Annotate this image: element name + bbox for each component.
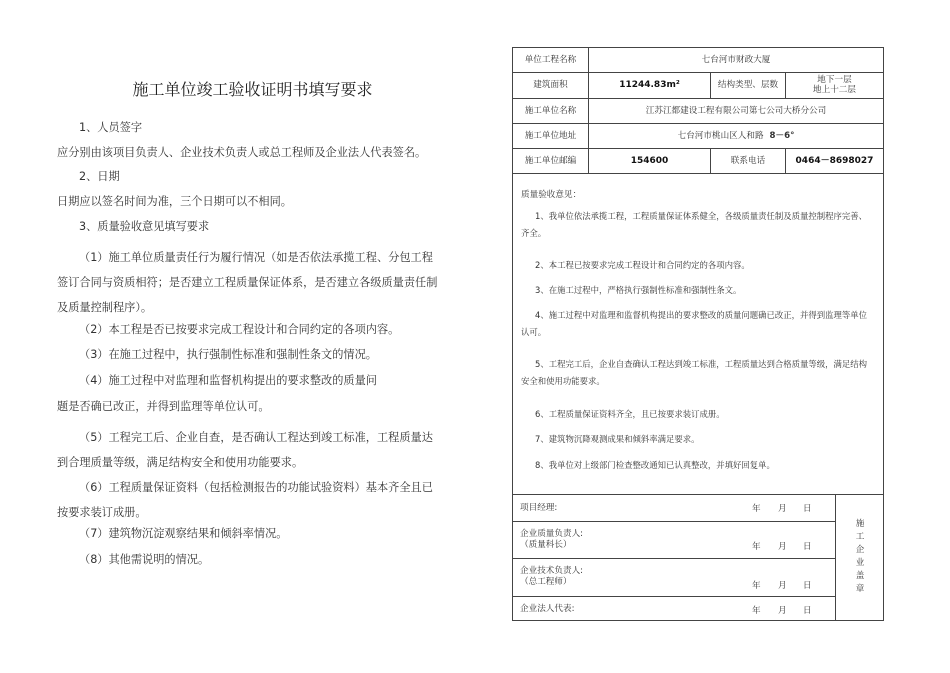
seal-text [836, 518, 884, 596]
day-label: 日 [803, 606, 812, 616]
opinion-item-2: 2、本工程已按要求完成工程设计和合同约定的各项内容。 [535, 260, 750, 270]
completion-certificate-form [512, 47, 884, 621]
requirement-item-6: （6）工程质量保证资料（包括检测报告的功能试验资料）基本齐全且已按要求装订成册。 [57, 481, 433, 519]
address-label: 施工单位地址 [524, 130, 577, 141]
address-text: 七台河市桃山区人和路 [677, 130, 764, 141]
tech-label [520, 566, 583, 588]
contractor-label: 施工单位名称 [524, 105, 577, 116]
postcode-value: 154600 [588, 148, 710, 173]
signature-row-manager [513, 494, 835, 522]
day-label: 日 [803, 581, 812, 591]
area-value: 11244.83m² [588, 72, 710, 98]
contractor-value: 江苏江都建设工程有限公司第七公司大桥分公司 [588, 98, 883, 123]
requirement-item-1: （1）施工单位质量责任行为履行情况（如是否依法承揽工程、分包工程签订合同与资质相符；是否建立工程质量保证体系，是否建立各级质量责任制及质量控制程序）。 [57, 251, 438, 314]
year-label: 年 [752, 542, 761, 552]
floors-value [785, 72, 883, 98]
year-label: 年 [752, 606, 761, 616]
signature-row-tech [513, 558, 835, 597]
area-row [513, 72, 883, 99]
requirement-item-4b: 题是否确已改正，并得到监理等单位认可。 [57, 400, 270, 413]
project-name-label: 单位工程名称 [524, 55, 577, 65]
phone-label: 联系电话 [710, 148, 785, 173]
section-1-heading: 1、人员签字 [79, 121, 143, 134]
project-name-value: 七台河市财政大厦 [588, 48, 883, 72]
quality-label-line1: 企业质量负责人: [520, 529, 584, 539]
quality-label [520, 529, 583, 551]
quality-label-line2: （质量科长） [520, 540, 572, 550]
seal-char: 业 [855, 558, 865, 568]
postcode-row [513, 148, 883, 174]
project-name-row [513, 48, 883, 73]
postcode-label: 施工单位邮编 [524, 155, 577, 166]
phone-value: 0464－8698027 [785, 148, 883, 173]
day-label: 日 [803, 542, 812, 552]
section-2-heading: 2、日期 [79, 170, 120, 183]
section-1-text: 应分别由该项目负责人、企业技术负责人或总工程师及企业法人代表签名。 [57, 146, 427, 159]
requirement-item-8: （8）其他需说明的情况。 [79, 553, 210, 566]
requirement-item-4a: （4）施工过程中对监理和监督机构提出的要求整改的质量问 [79, 374, 377, 387]
tech-label-line2: （总工程师） [520, 577, 572, 587]
seal-char: 章 [855, 584, 865, 594]
company-seal-column [835, 494, 884, 621]
month-label: 月 [778, 581, 787, 591]
legal-rep-label: 企业法人代表: [520, 604, 575, 614]
floors-aboveground: 地上十二层 [813, 85, 856, 95]
opinion-title: 质量验收意见： [521, 190, 582, 200]
section-2-text: 日期应以签名时间为准，三个日期可以不相同。 [57, 195, 292, 208]
opinion-item-1: 1、我单位依法承揽工程，工程质量保证体系健全，各级质量责任制及质量控制程序完善、齐全。 [521, 211, 867, 238]
requirement-item-3: （3）在施工过程中，执行强制性标准和强制性条文的情况。 [79, 348, 377, 361]
section-3-heading: 3、质量验收意见填写要求 [79, 220, 210, 233]
requirement-item-2: （2）本工程是否已按要求完成工程设计和合同约定的各项内容。 [79, 323, 400, 336]
opinion-item-3: 3、在施工过程中，严格执行强制性标准和强制性条文。 [535, 285, 742, 295]
opinion-item-6: 6、工程质量保证资料齐全，且已按要求装订成册。 [535, 409, 725, 419]
seal-char: 施 [855, 519, 865, 529]
contractor-row [513, 98, 883, 124]
requirement-item-5: （5）工程完工后、企业自查，是否确认工程达到竣工标准，工程质量达到合理质量等级，满足结构安全和使用功能要求。 [57, 431, 433, 469]
manager-label: 项目经理: [520, 503, 558, 513]
year-label: 年 [752, 504, 761, 514]
month-label: 月 [778, 542, 787, 552]
opinion-item-5: 5、工程完工后，企业自查确认工程达到竣工标准，工程质量达到合格质量等级，满足结构安全和使用功能要求。 [521, 359, 867, 386]
day-label: 日 [803, 504, 812, 514]
opinion-item-8: 8、我单位对上级部门检查整改通知已认真整改，并填好回复单。 [535, 460, 775, 470]
opinion-item-4: 4、施工过程中对监理和监督机构提出的要求整改的质量问题确已改正，并得到监理等单位认可。 [521, 310, 867, 337]
address-value [588, 123, 883, 148]
signature-row-legal [513, 596, 835, 621]
address-number: 8－6° [769, 130, 795, 141]
seal-char: 工 [855, 532, 865, 542]
structure-label: 结构类型、层数 [710, 72, 785, 98]
opinion-item-7: 7、建筑物沉降观测成果和倾斜率满足要求。 [535, 434, 700, 444]
floors-underground: 地下一层 [817, 75, 852, 85]
page-title: 施工单位竣工验收证明书填写要求 [132, 80, 373, 99]
seal-char: 盖 [855, 571, 865, 581]
signature-row-quality [513, 521, 835, 559]
year-label: 年 [752, 581, 761, 591]
month-label: 月 [778, 606, 787, 616]
requirement-item-7: （7）建筑物沉淀观察结果和倾斜率情况。 [79, 527, 288, 540]
address-row [513, 123, 883, 149]
area-label: 建筑面积 [533, 80, 568, 90]
seal-char: 企 [855, 545, 865, 555]
tech-label-line1: 企业技术负责人: [520, 566, 584, 576]
month-label: 月 [778, 504, 787, 514]
